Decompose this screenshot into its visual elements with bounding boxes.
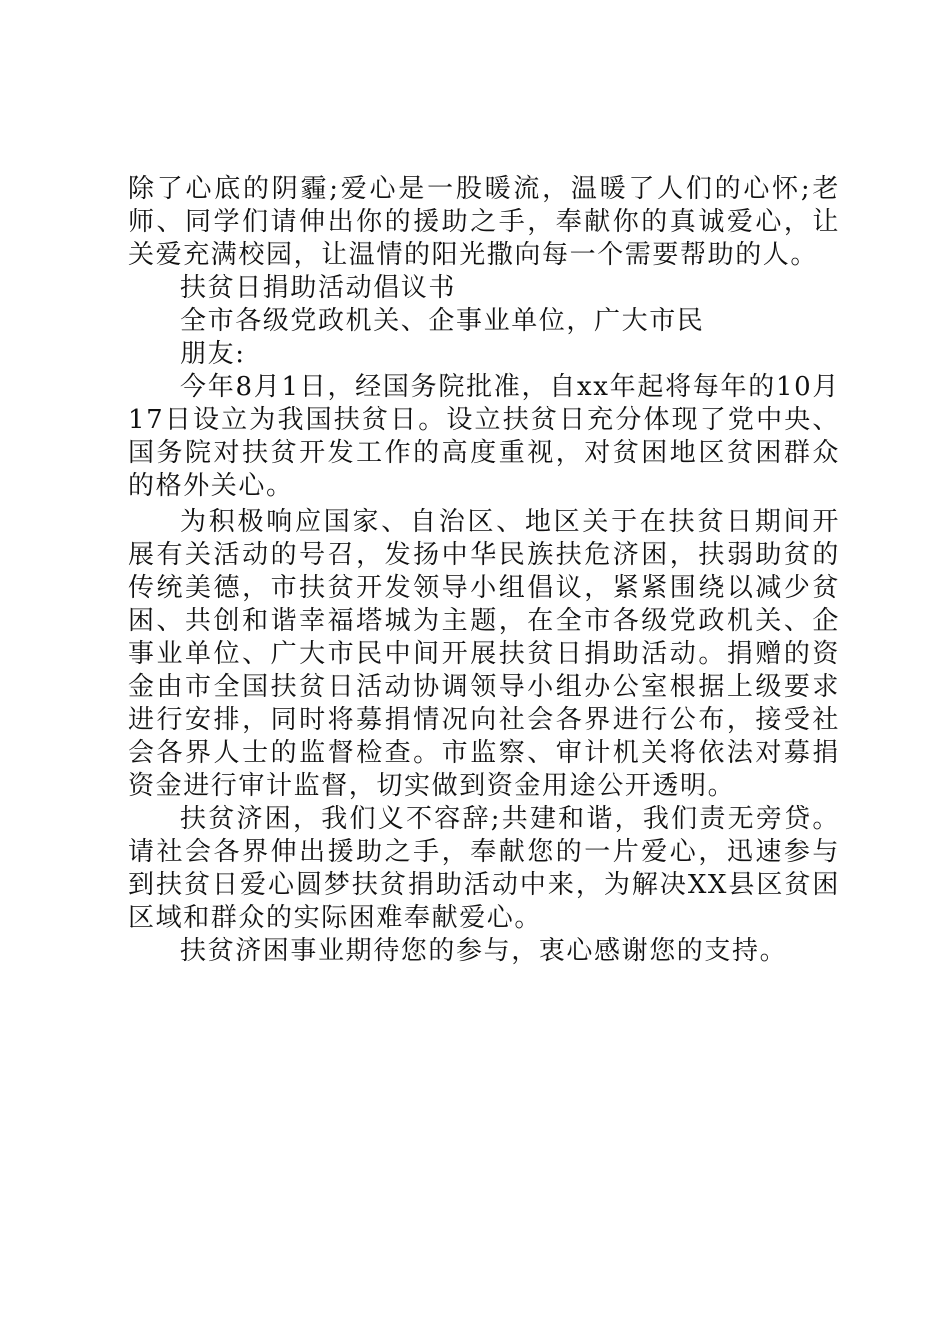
paragraph-addressee: 全市各级党政机关、企事业单位，广大市民 (180, 306, 705, 336)
paragraph-body: 今年8月1日，经国务院批准，自xx年起将每年的10月17日设立为我国扶贫日。设立扶贫日充分体现了党中央、国务院对扶贫开发工作的高度重视，对贫困地区贫困群众的格外关心。 (128, 372, 840, 501)
paragraph-continuation: 除了心底的阴霾;爱心是一股暖流，温暖了人们的心怀;老师、同学们请伸出你的援助之手，奉献你的真诚爱心，让关爱充满校园，让温情的阳光撒向每一个需要帮助的人。 (128, 174, 840, 270)
paragraph-salutation: 朋友: (180, 339, 246, 369)
document-body (128, 173, 840, 968)
paragraph-title: 扶贫日捐助活动倡议书 (180, 273, 457, 303)
paragraph-body: 为积极响应国家、自治区、地区关于在扶贫日期间开展有关活动的号召，发扬中华民族扶危济困，扶弱助贫的传统美德，市扶贫开发领导小组倡议，紧紧围绕以减少贫困、共创和谐幸福塔城为主题，在全市各级党政机关、企事业单位、广大市民中间开展扶贫日捐助活动。捐赠的资金由市全国扶贫日活动协调领导小组办公室根据上级要求进行安排，同时将募捐情况向社会各界进行公布，接受社会各界人士的监督检查。市监察、审计机关将依法对募捐资金进行审计监督，切实做到资金用途公开透明。 (128, 507, 840, 801)
paragraph-body: 扶贫济困，我们义不容辞;共建和谐，我们责无旁贷。请社会各界伸出援助之手，奉献您的一片爱心，迅速参与到扶贫日爱心圆梦扶贫捐助活动中来，为解决XX县区贫困区域和群众的实际困难奉献爱心。 (128, 804, 840, 933)
paragraph-closing: 扶贫济困事业期待您的参与，衷心感谢您的支持。 (180, 936, 788, 966)
